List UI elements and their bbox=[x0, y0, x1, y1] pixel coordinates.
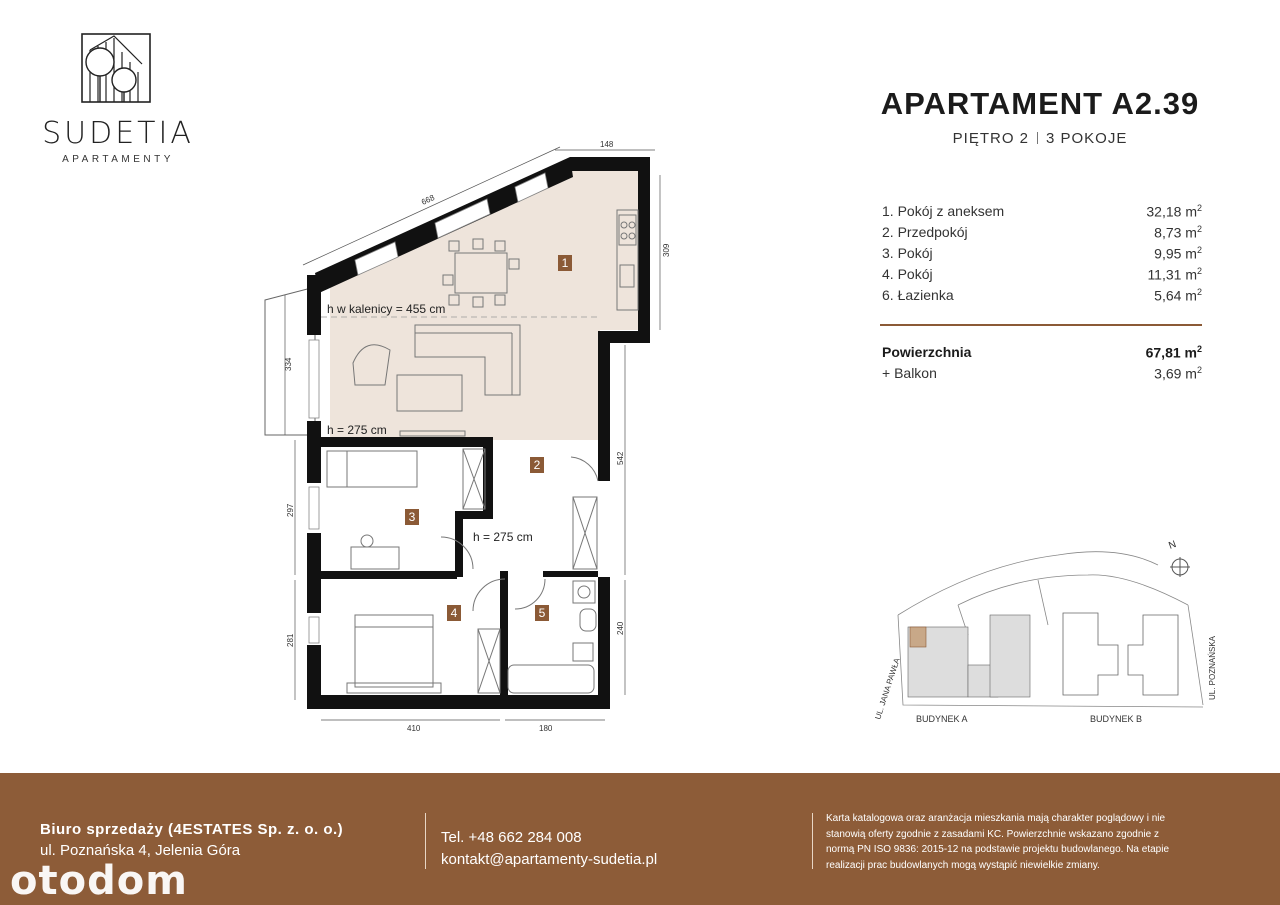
room-area: 9,95 $m^2$ bbox=[1154, 245, 1202, 262]
room-label-4: 4 bbox=[450, 606, 458, 620]
dim-bottom-right: 180 bbox=[539, 724, 553, 733]
apartment-subtitle bbox=[860, 130, 1220, 147]
dim-top-diag: 668 bbox=[420, 193, 436, 207]
total-surface-row bbox=[882, 344, 1202, 365]
balcony-label: + Balkon bbox=[882, 365, 937, 381]
building-a-label: BUDYNEK A bbox=[916, 714, 968, 724]
dim-left-mid: 297 bbox=[286, 503, 295, 517]
sales-office bbox=[40, 821, 343, 859]
dim-top-short: 148 bbox=[600, 140, 614, 149]
room-row bbox=[882, 203, 1202, 224]
room-label-5: 5 bbox=[538, 606, 546, 620]
room-name: 3. Pokój bbox=[882, 245, 933, 261]
room-area: 5,64 $m^2$ bbox=[1154, 287, 1202, 304]
contact-phone[interactable]: Tel. +48 662 284 008 bbox=[441, 829, 582, 846]
dim-right-lower: 240 bbox=[616, 621, 625, 635]
otodom-watermark: otodom bbox=[10, 858, 188, 904]
room-area: 8,73 $m^2$ bbox=[1154, 224, 1202, 241]
street-right-label: UL. POZNAŃSKA bbox=[1208, 635, 1217, 700]
brand-name: SUDETIA bbox=[42, 116, 194, 151]
sales-office-address: ul. Poznańska 4, Jelenia Góra bbox=[40, 842, 241, 859]
room-name: 4. Pokój bbox=[882, 266, 933, 282]
sales-office-name: Biuro sprzedaży (4ESTATES Sp. z. o. o.) bbox=[40, 821, 344, 838]
dim-right-upper: 309 bbox=[662, 243, 671, 257]
disclaimer bbox=[826, 811, 1206, 873]
disclaimer-line: realizacji prac budowlanych mogą wystąpić niewielkie zmiany. bbox=[826, 859, 1100, 871]
room-name: 1. Pokój z aneksem bbox=[882, 203, 1005, 219]
room1-height-label: h = 275 cm bbox=[327, 423, 387, 437]
site-plan bbox=[858, 535, 1218, 735]
brand-subtitle: APARTAMENTY bbox=[62, 154, 174, 165]
balcony-value: 3,69 $m^2$ bbox=[1154, 365, 1202, 382]
apartment-rooms-count: 3 POKOJE bbox=[1046, 130, 1128, 147]
building-b bbox=[1063, 613, 1178, 695]
room-label-2: 2 bbox=[533, 458, 541, 472]
disclaimer-line: normą PN ISO 9836: 2015-12 na podstawie projektu budowlanego. Na etapie bbox=[826, 844, 1170, 855]
dim-bottom-left: 410 bbox=[407, 724, 421, 733]
disclaimer-line: stanowią oferty zgodnie z zasadami KC. Powierzchnie wskazano zgodnie z bbox=[826, 828, 1159, 840]
room-label-3: 3 bbox=[408, 510, 416, 524]
north-arrow-icon bbox=[1170, 557, 1190, 577]
room-name: 2. Przedpokój bbox=[882, 224, 968, 240]
totals-table bbox=[882, 344, 1202, 386]
dim-left-lower: 281 bbox=[286, 633, 295, 647]
subtitle-separator bbox=[1037, 132, 1038, 144]
total-surface-label: Powierzchnia bbox=[882, 344, 972, 360]
room-area: 11,31 $m^2$ bbox=[1147, 266, 1202, 283]
footer-divider bbox=[812, 813, 813, 869]
room-label-1: 1 bbox=[561, 256, 569, 270]
brand-logo bbox=[38, 32, 198, 172]
room-area: 32,18 $m^2$ bbox=[1146, 203, 1202, 220]
footer bbox=[0, 773, 1280, 905]
building-a bbox=[908, 615, 1030, 697]
rooms-divider bbox=[880, 324, 1202, 326]
dim-left-upper: 334 bbox=[284, 357, 293, 371]
street-left-label: UL. JANA PAWŁA bbox=[873, 656, 902, 721]
room-row bbox=[882, 245, 1202, 266]
room-row bbox=[882, 287, 1202, 308]
balcony-row bbox=[882, 365, 1202, 386]
total-surface-value: 67,81 $m^2$ bbox=[1145, 344, 1202, 361]
hall-height-label: h = 275 cm bbox=[473, 530, 533, 544]
building-b-label: BUDYNEK B bbox=[1090, 714, 1143, 724]
footer-divider bbox=[425, 813, 426, 869]
floor-plan bbox=[255, 135, 675, 733]
room-row bbox=[882, 224, 1202, 245]
contact-email[interactable]: kontakt@apartamenty-sudetia.pl bbox=[441, 851, 658, 868]
room-row bbox=[882, 266, 1202, 287]
rooms-table bbox=[882, 203, 1202, 308]
contact-info bbox=[441, 827, 657, 871]
apartment-floor: PIĘTRO 2 bbox=[952, 130, 1029, 147]
room-name: 6. Łazienka bbox=[882, 287, 954, 303]
ridge-height-label: h w kalenicy = 455 cm bbox=[327, 302, 446, 316]
apartment-title: APARTAMENT A2.39 bbox=[880, 86, 1200, 121]
sudetia-logo-icon bbox=[80, 32, 152, 104]
disclaimer-line: Karta katalogowa oraz aranżacja mieszkania mają charakter poglądowy i nie bbox=[826, 813, 1166, 824]
north-label: N bbox=[1167, 539, 1178, 552]
dim-right-mid: 542 bbox=[616, 451, 625, 465]
